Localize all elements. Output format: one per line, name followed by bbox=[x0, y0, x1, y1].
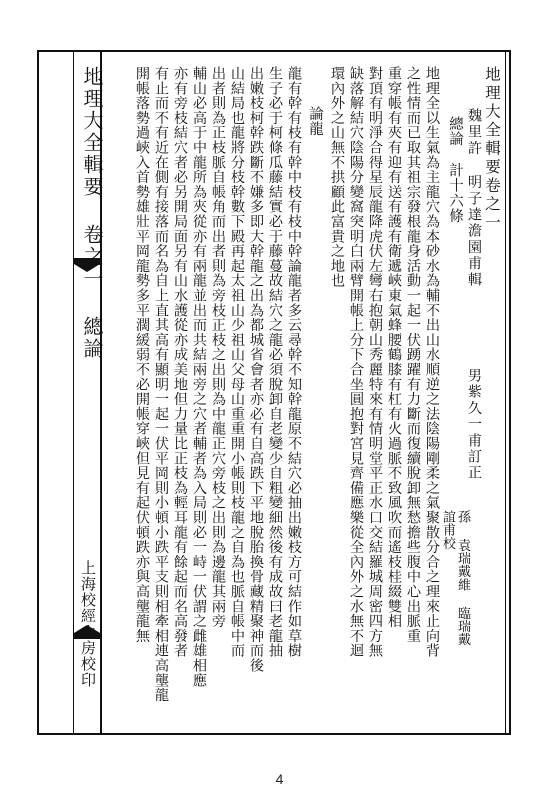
right-border-outer bbox=[509, 50, 511, 735]
margin-publisher: 上海校經山房校印 bbox=[79, 560, 97, 688]
margin-title: 地理大全輯要 卷之一 總論 bbox=[80, 66, 104, 360]
body-line: 山結局也龍將分枝幹數下殿再起太祖山少祖山父母山重重開小帳則枝龍之自為也脈自帳中而 bbox=[229, 66, 245, 658]
page-number: 4 bbox=[275, 771, 284, 787]
proofreader-line: 孫 袁瑞戴維 臨瑞戴誼甫校 bbox=[440, 510, 470, 646]
left-border bbox=[37, 50, 39, 735]
body-line: 之性情而已取其祖宗發根龍身活動一起一伏踴躍有力斷而復續脫卸無愁擔些腹中心出脈重 bbox=[405, 66, 421, 644]
body-line: 對頂有明淨合得星辰龍降虎伏左彎右抱朝山秀麗特來有情明堂平正水口交結羅城周密四方無 bbox=[367, 66, 383, 658]
body-line: 開帳落勢過峽入首勢雄壯平岡龍勢多平濶緩弱不必開帳穿峽但見有起伏頓跌亦與高壟龍無 bbox=[134, 66, 150, 644]
body-line: 重穿帳有夾有迎有送有護有衛遞峽東氣蜂腰鶴膝有杠有火過脈不致風吹而遙枝桂綴雙相 bbox=[386, 66, 402, 629]
body-line: 缺落解結穴陰陽分變窩突明白兩臂開帳上分下合坐圓抱對宮見齊備應樂從全內外之水無不迴 bbox=[348, 66, 364, 658]
top-border bbox=[37, 50, 511, 52]
body-line: 環內外之山無不拱顧此富貴之地也 bbox=[329, 66, 345, 288]
compiler-line: 魏里許 明子達澹園甫輯 bbox=[466, 108, 482, 288]
bottom-border bbox=[37, 733, 511, 735]
section-heading-overview: 總論 計十六條 bbox=[447, 116, 463, 224]
body-line: 地理全以生氣為主龍穴為本砂水為輔不出山水順逆之法陰陽剛柔之氣聚散分合之理來止向背 bbox=[424, 66, 440, 658]
body-line: 出者則為正枝脈自帳角而出者則為旁枝正枝之出則為中龍正穴旁枝之出則為邊龍其兩旁 bbox=[210, 66, 226, 629]
body-line: 出嫩枝柯幹跌斷不嫌多即大幹龍之出為都城省會者亦必有自高跌下平地脫胎換骨藏精聚神而後 bbox=[248, 66, 264, 673]
body-line: 亦有旁枝結穴者必另開局面另有山水護從亦成美地但力量比正枝為輕耳龍有餘起而名高發者 bbox=[172, 66, 188, 658]
volume-title: 地理大全輯要卷之一 bbox=[483, 66, 501, 233]
right-border-inner bbox=[505, 50, 506, 735]
body-line: 輔山必高于中龍所為夾從亦有兩龍並出而共結兩旁之穴者輔者為入局則必一峙一伏謂之雌雄相應 bbox=[191, 66, 207, 688]
body-line: 生子必于柯條瓜藤結實必于藤蔓故結穴之龍必須脫卸自老變少自粗變細然後有成故曰老龍抽 bbox=[267, 66, 283, 658]
reviser-line: 男紫久一甫訂正 bbox=[466, 368, 482, 482]
body-line: 有止而不有近在側有接落而名為自上直其高有顯明一起一伏平岡則小頓小跌平支則相牽相連高壟龍 bbox=[153, 66, 169, 703]
body-line: 龍有幹有枝有幹中枝有枝中幹論龍者多云尋幹不知幹龍原不結穴必抽出嫩枝方可結作如草樹 bbox=[286, 66, 302, 658]
section-heading-dragon: 論龍 bbox=[307, 106, 323, 137]
